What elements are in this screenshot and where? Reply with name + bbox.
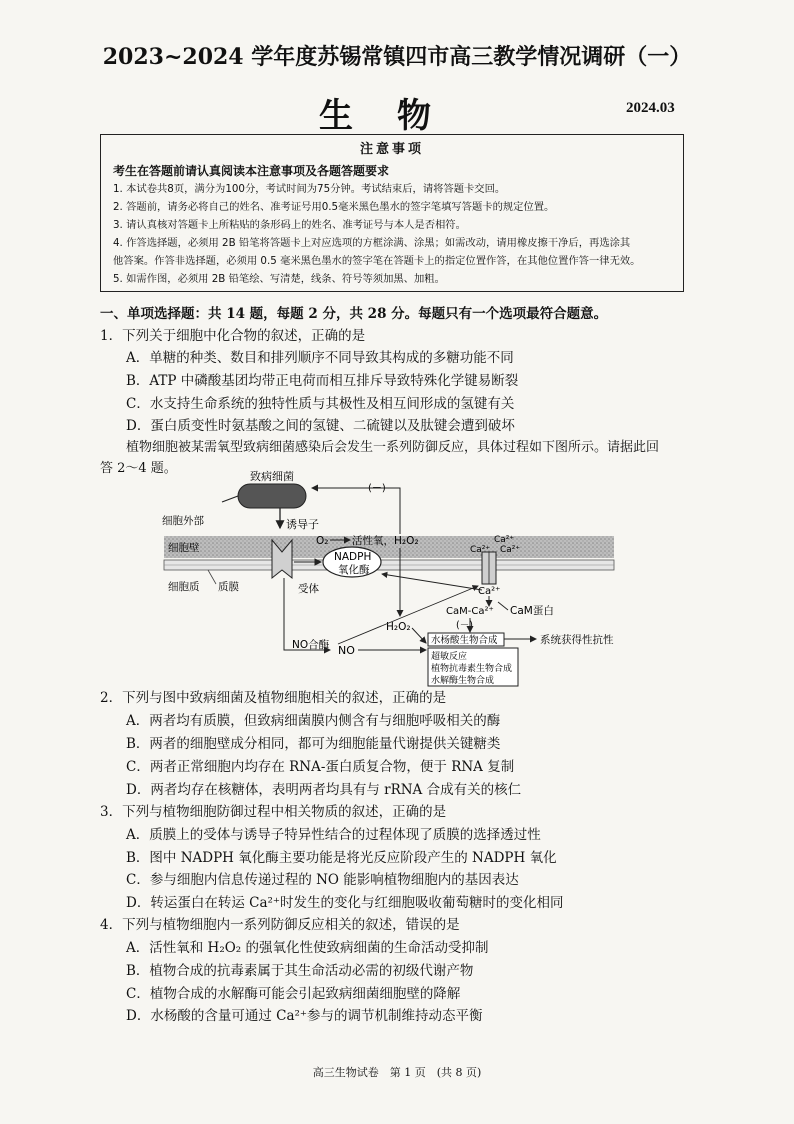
question-1-option-d: D．蛋白质变性时氨基酸之间的氢键、二硫键以及肽键会遭到破坏 (126, 418, 515, 434)
question-4-option-c: C．植物合成的水解酶可能会引起致病细菌细胞壁的降解 (126, 986, 461, 1002)
notice-item: 5. 如需作图，必须用 2B 铅笔绘、写清楚，线条、符号等须加黑、加粗。 (113, 273, 445, 285)
question-4-option-a: A．活性氧和 H₂O₂ 的强氧化性使致病细菌的生命活动受抑制 (126, 940, 489, 956)
notice-item: 4. 作答选择题，必须用 2B 铅笔将答题卡上对应选项的方框涂满、涂黑；如需改动，请用橡皮擦干净后，再选涂其 (113, 237, 631, 249)
hr-label-3: 水解酶生物合成 (431, 676, 495, 686)
oxidase-label: 氧化酶 (338, 564, 370, 576)
cell-wall-label: 细胞壁 (168, 542, 200, 554)
notice-box (100, 134, 684, 292)
nadph-label: NADPH (334, 551, 372, 563)
no-label: NO (338, 644, 355, 657)
cam-ca-label: CaM-Ca²⁺ (446, 606, 494, 617)
membrane-label: 质膜 (218, 581, 239, 593)
notice-item: 他答案。作答非选择题，必须用 0.5 毫米黑色墨水的签字笔在答题卡上的指定位置作答，在其他位置作答一律无效。 (113, 255, 641, 267)
bacterium-label: 致病细菌 (250, 470, 294, 483)
bacterium-shape (238, 484, 306, 508)
passage-line-2: 答 2～4 题。 (100, 461, 177, 476)
exam-title: 2023~2024 学年度苏锡常镇四市高三教学情况调研（一） (102, 44, 692, 70)
hr-label-2: 植物抗毒素生物合成 (431, 664, 513, 674)
question-3-option-c: C．参与细胞内信息传递过程的 NO 能影响植物细胞内的基因表达 (126, 872, 519, 888)
ros-label: 活性氧，H₂O₂ (352, 535, 419, 547)
inducer-label: 诱导子 (286, 518, 319, 531)
question-3-option-d: D．转运蛋白在转运 Ca²⁺时发生的变化与红细胞吸收葡萄糖时的变化相同 (126, 895, 564, 911)
question-2-option-b: B．两者的细胞壁成分相同，都可为细胞能量代谢提供关键糖类 (126, 736, 501, 752)
receptor-label: 受体 (298, 583, 319, 595)
cytoplasm-label: 细胞质 (168, 581, 200, 593)
defense-diagram (160, 470, 660, 688)
question-4-stem: 4．下列与植物细胞内一系列防御反应相关的叙述，错误的是 (100, 917, 460, 933)
inhibit-top-label: (－) (368, 483, 386, 494)
question-1-option-c: C．水支持生命系统的独特性质与其极性及相互间形成的氢键有关 (126, 396, 515, 412)
inhibit-mid-label: (－) (456, 620, 473, 631)
question-2-stem: 2．下列与图中致病细菌及植物细胞相关的叙述，正确的是 (100, 690, 447, 706)
sar-label: 系统获得性抗性 (540, 634, 614, 646)
question-2-option-d: D．两者均存在核糖体，表明两者均具有与 rRNA 合成有关的核仁 (126, 782, 522, 798)
h2o2-label: H₂O₂ (386, 621, 411, 633)
question-3-option-b: B．图中 NADPH 氧化酶主要功能是将光反应阶段产生的 NADPH 氧化 (126, 850, 557, 866)
notice-intro: 考生在答题前请认真阅读本注意事项及各题答题要求 (113, 164, 390, 178)
question-1-stem: 1．下列关于细胞中化合物的叙述，正确的是 (100, 328, 366, 344)
page-footer: 高三生物试卷 第 1 页 (共 8 页) (312, 1066, 482, 1079)
cam-label: CaM蛋白 (510, 605, 554, 617)
question-3-option-a: A．质膜上的受体与诱导子特异性结合的过程体现了质膜的选择透过性 (126, 827, 541, 843)
no-synthase-label: NO合酶 (292, 639, 330, 651)
question-1-option-b: B．ATP 中磷酸基团均带正电荷而相互排斥导致特殊化学键易断裂 (126, 373, 519, 389)
hr-label-1: 超敏反应 (431, 652, 468, 662)
notice-item: 1. 本试卷共8页，满分为100分，考试时间为75分钟。考试结束后，请将答题卡交回。 (113, 183, 506, 195)
outside-label: 细胞外部 (162, 515, 204, 527)
sa-label: 水杨酸生物合成 (431, 635, 498, 646)
question-3-stem: 3．下列与植物细胞防御过程中相关物质的叙述，正确的是 (100, 804, 447, 820)
o2-label: O₂ (316, 535, 329, 547)
question-2-option-a: A．两者均有质膜，但致病细菌膜内侧含有与细胞呼吸相关的酶 (126, 713, 501, 729)
question-4-option-b: B．植物合成的抗毒素属于其生命活动必需的初级代谢产物 (126, 963, 474, 979)
ca-inside: Ca²⁺ (478, 586, 501, 597)
exam-date: 2024.03 (626, 100, 675, 116)
subject-title: 生物 (319, 96, 475, 136)
notice-item: 3. 请认真核对答题卡上所粘贴的条形码上的姓名、准考证号与本人是否相符。 (113, 219, 466, 231)
ca-outside-1: Ca²⁺ (494, 535, 515, 545)
question-2-option-c: C．两者正常细胞内均存在 RNA-蛋白质复合物，便于 RNA 复制 (126, 759, 515, 775)
ca-outside-3: Ca²⁺ (500, 545, 521, 555)
question-1-option-a: A．单糖的种类、数目和排列顺序不同导致其构成的多糖功能不同 (126, 350, 514, 366)
notice-item: 2. 答题前，请务必将自己的姓名、准考证号用0.5毫米黑色墨水的签字笔填写答题卡的规定位置。 (113, 201, 555, 213)
ca-outside-2: Ca²⁺ (470, 545, 491, 555)
notice-title: 注意事项 (359, 142, 424, 157)
passage-line-1: 植物细胞被某需氧型致病细菌感染后会发生一系列防御反应，具体过程如下图所示。请据此回 (126, 440, 660, 455)
section-heading: 一、单项选择题：共 14 题，每题 2 分，共 28 分。每题只有一个选项最符合题意。 (100, 306, 608, 322)
question-4-option-d: D．水杨酸的含量可通过 Ca²⁺参与的调节机制维持动态平衡 (126, 1008, 483, 1024)
